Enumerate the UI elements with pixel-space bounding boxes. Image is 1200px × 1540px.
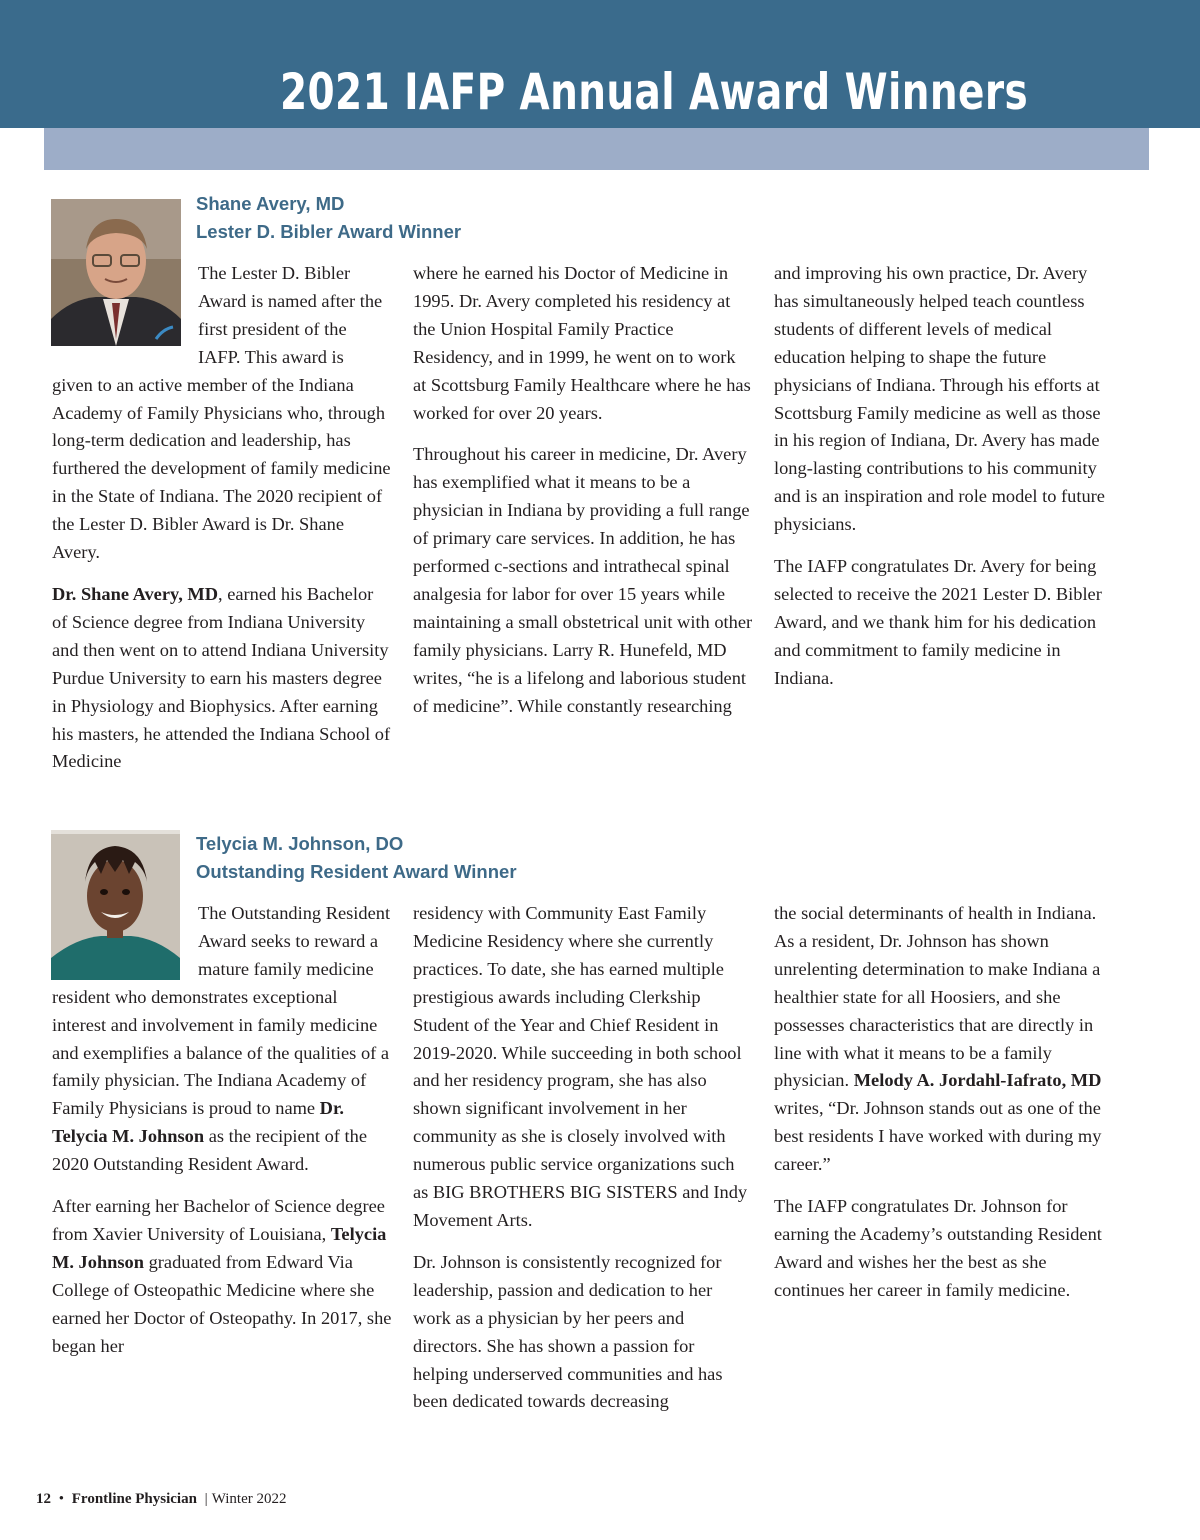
winner1-col3-paragraph-1: and improving his own practice, Dr. Avery has simultaneously helped teach countless students of different levels of medical education helping to shape the future physicians of Indiana. Through his efforts at Scottsburg Family medicine as well as those in his region of Indiana, Dr. Avery has made long-lasting contributions to his community and is an inspiration and role model to future physicians. [774, 263, 1105, 535]
winner1-column-3 [774, 260, 1114, 707]
winner2-bold-name: Dr. Telycia M. Johnson [52, 1098, 345, 1147]
winner2-col3-text-a: the social determinants of health in Indiana. As a resident, Dr. Johnson has shown unrelenting determination to make Indiana a healthier state for all Hoosiers, and she possesses characteristics that are directly in line with what it means to be a family physician. [774, 903, 1101, 1091]
winner2-col2-paragraph-1: residency with Community East Family Medicine Residency where she currently practices. To date, she has earned multiple prestigious awards including Clerkship Student of the Year and Chief Resident in 2019-2020. While succeeding in both school and her residency program, she has also shown significant involvement in her community as she is closely involved with numerous public service organizations such as BIG BROTHERS BIG SISTERS and Indy Movement Arts. [413, 903, 748, 1230]
winner2-bold-name-2: Telycia M. Johnson [52, 1223, 387, 1272]
page-number: 12 [36, 1491, 51, 1507]
winner2-intro-rest-a: resident who demonstrates exceptional interest and involvement in family medicine and exemplifies a balance of the qualities of a family physician. The Indiana Academy of Family Physicians is proud to name [52, 986, 390, 1119]
issue-label: Winter 2022 [211, 1491, 287, 1507]
winner1-col3-paragraph-2: The IAFP congratulates Dr. Avery for being selected to receive the 2021 Lester D. Bibler Award, and we thank him for his dedication and commitment to family medicine in Indiana. [774, 556, 1102, 688]
winner2-quote-author: Melody A. Jordahl-Iafrato, MD [853, 1070, 1102, 1091]
winner2-col2-paragraph-2: Dr. Johnson is consistently recognized for leadership, passion and dedication to her work as a physician by her peers and directors. She has shown a passion for helping underserved communities and has been dedicated towards decreasing [413, 1251, 723, 1412]
winner2-column-1 [52, 900, 392, 1375]
footer-bullet: • [58, 1491, 65, 1507]
winner2-award: Outstanding Resident Award Winner [196, 861, 517, 882]
winner1-column-2 [413, 260, 753, 735]
winner2-intro-text: The Outstanding Resident Award seeks to reward a mature family medicine [198, 903, 391, 979]
page-title: 2021 IAFP Annual Award Winners [280, 63, 1029, 121]
footer-divider: | [204, 1491, 208, 1507]
winner1-award: Lester D. Bibler Award Winner [196, 221, 462, 242]
winner2-column-3 [774, 900, 1114, 1319]
winner2-education-b: graduated from Edward Via College of Osteopathic Medicine where she earned her Doctor of Osteopathy. In 2017, she began her [52, 1251, 392, 1356]
winner1-intro-text: The Lester D. Bibler Award is named after the first president of the IAFP. This award is [198, 263, 383, 367]
winner2-col3-text-b: writes, “Dr. Johnson stands out as one of the best residents I have worked with during my career.” [774, 1098, 1102, 1175]
header-band [44, 128, 1149, 170]
page-footer [36, 1488, 286, 1510]
winner1-education-text: , earned his Bachelor of Science degree from Indiana University and then went on to attend Indiana University Purdue University to earn his masters degree in Physiology and Biophysics. After earning his masters, he attended the Indiana School of Medicine [52, 583, 391, 772]
winner1-col2-paragraph-2: Throughout his career in medicine, Dr. Avery has exemplified what it means to be a physician in Indiana by providing a full range of primary care services. In addition, he has performed c-sections and intrathecal spinal analgesia for labor for over 15 years while maintaining a small obstetrical unit with other family physicians. Larry R. Hunefeld, MD writes, “he is a lifelong and laborious student of medicine”. While constantly researching [413, 444, 753, 716]
winner1-intro-rest: given to an active member of the Indiana Academy of Family Physicians who, through long-term dedication and leadership, has furthered the development of family medicine in the State of Indiana. The 2020 recipient of the Lester D. Bibler Award is Dr. Shane Avery. [52, 374, 391, 563]
publication-name: Frontline Physician [71, 1491, 197, 1507]
winner2-name: Telycia M. Johnson, DO [196, 833, 404, 854]
winner1-name: Shane Avery, MD [196, 193, 345, 214]
winner1-col2-paragraph-1: where he earned his Doctor of Medicine in 1995. Dr. Avery completed his residency at the Union Hospital Family Practice Residency, and in 1999, he went on to work at Scottsburg Family Healthcare where he has worked for over 20 years. [413, 263, 751, 423]
winner1-column-1 [52, 260, 392, 790]
winner1-bold-name: Dr. Shane Avery, MD [52, 583, 219, 604]
winner2-education-a: After earning her Bachelor of Science degree from Xavier University of Louisiana, [52, 1196, 385, 1244]
title-banner [0, 0, 1200, 128]
winner2-heading [196, 830, 517, 886]
winner2-intro-rest-b: as the recipient of the 2020 Outstanding Resident Award. [52, 1126, 367, 1175]
winner2-column-2 [413, 900, 753, 1430]
winner1-heading [196, 190, 461, 246]
winner2-col3-paragraph-2: The IAFP congratulates Dr. Johnson for earning the Academy’s outstanding Resident Award and wishes her the best as she continues her career in family medicine. [774, 1196, 1102, 1300]
